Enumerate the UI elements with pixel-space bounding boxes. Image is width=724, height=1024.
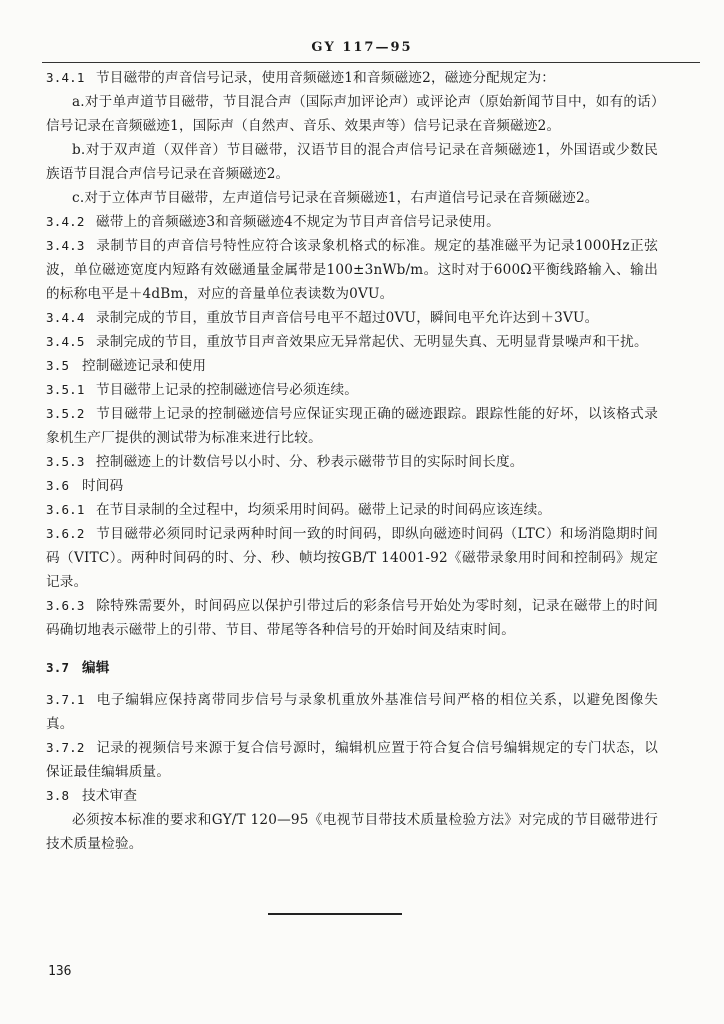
clause-3-7-2: 3.7.2 记录的视频信号来源于复合信号源时，编辑机应置于符合复合信号编辑规定的专门状态，以保证最佳编辑质量。: [46, 740, 658, 780]
clause-3-4-5: 3.4.5 录制完成的节目，重放节目声音效果应无异常起伏、无明显失真、无明显背景噪声和干扰。: [46, 334, 648, 350]
clause-3-4-1-b: b.对于双声道（双伴音）节目磁带，汉语节目的混合声信号记录在音频磁迹1，外国语或少数民族语节目混合声信号记录在音频磁迹2。: [46, 142, 658, 182]
document-body: [46, 66, 658, 856]
clause-3-7-1: 3.7.1 电子编辑应保持离带同步信号与录象机重放外基准信号间严格的相位关系，以避免图像失真。: [46, 692, 658, 732]
page-number: 136: [48, 964, 72, 979]
section-3-6-heading: 3.6 时间码: [46, 478, 124, 494]
footer-rule: [268, 913, 402, 915]
spacer: [46, 680, 658, 688]
clause-3-6-2: 3.6.2 节目磁带必须同时记录两种时间一致的时间码，即纵向磁迹时间码（LTC）和场消隐期时间码（VITC）。两种时间码的时、分、秒、帧均按GB/T 14001-92《磁带录象用时间和控制码》规定记录。: [46, 526, 658, 590]
clause-3-8-body: 必须按本标准的要求和GY/T 120—95《电视节目带技术质量检验方法》对完成的节目磁带进行技术质量检验。: [46, 812, 658, 852]
section-3-5-heading: 3.5 控制磁迹记录和使用: [46, 358, 207, 374]
clause-3-5-1: 3.5.1 节目磁带上记录的控制磁迹信号必须连续。: [46, 382, 359, 398]
clause-3-4-2: 3.4.2 磁带上的音频磁迹3和音频磁迹4不规定为节目声音信号记录使用。: [46, 214, 500, 230]
clause-3-5-2: 3.5.2 节目磁带上记录的控制磁迹信号应保证实现正确的磁迹跟踪。跟踪性能的好坏，以该格式录象机生产厂提供的测试带为标准来进行比较。: [46, 406, 658, 446]
clause-3-4-1: 3.4.1 节目磁带的声音信号记录，使用音频磁迹1和音频磁迹2，磁迹分配规定为：: [46, 70, 556, 86]
clause-3-5-3: 3.5.3 控制磁迹上的计数信号以小时、分、秒表示磁带节目的实际时间长度。: [46, 454, 524, 470]
section-3-7-heading: 3.7 编辑: [46, 660, 110, 676]
clause-3-4-1-c: c.对于立体声节目磁带，左声道信号记录在音频磁迹1，右声道信号记录在音频磁迹2。: [72, 190, 599, 206]
spacer: [46, 642, 658, 656]
clause-3-6-3: 3.6.3 除特殊需要外，时间码应以保护引带过后的彩条信号开始处为零时刻，记录在磁带上的时间码确切地表示磁带上的引带、节目、带尾等各种信号的开始时间及结束时间。: [46, 598, 658, 638]
clause-3-4-3: 3.4.3 录制节目的声音信号特性应符合该录象机格式的标准。规定的基准磁平为记录1000Hz正弦波，单位磁迹宽度内短路有效磁通量金属带是100±3nWb/m。这时对于600Ω平衡线路输入、输出的标称电平是＋4dBm，对应的音量单位表读数为0VU。: [46, 238, 658, 302]
clause-3-4-4: 3.4.4 录制完成的节目，重放节目声音信号电平不超过0VU，瞬间电平允许达到＋3VU。: [46, 310, 599, 326]
clause-3-6-1: 3.6.1 在节目录制的全过程中，均须采用时间码。磁带上记录的时间码应该连续。: [46, 502, 552, 518]
header-rule: [42, 62, 700, 63]
page-header: GY 117—95: [311, 40, 413, 55]
section-3-8-heading: 3.8 技术审查: [46, 788, 138, 804]
clause-3-4-1-a: a.对于单声道节目磁带，节目混合声（国际声加评论声）或评论声（原始新闻节目中，如有的话）信号记录在音频磁迹1，国际声（自然声、音乐、效果声等）信号记录在音频磁迹2。: [46, 94, 658, 134]
